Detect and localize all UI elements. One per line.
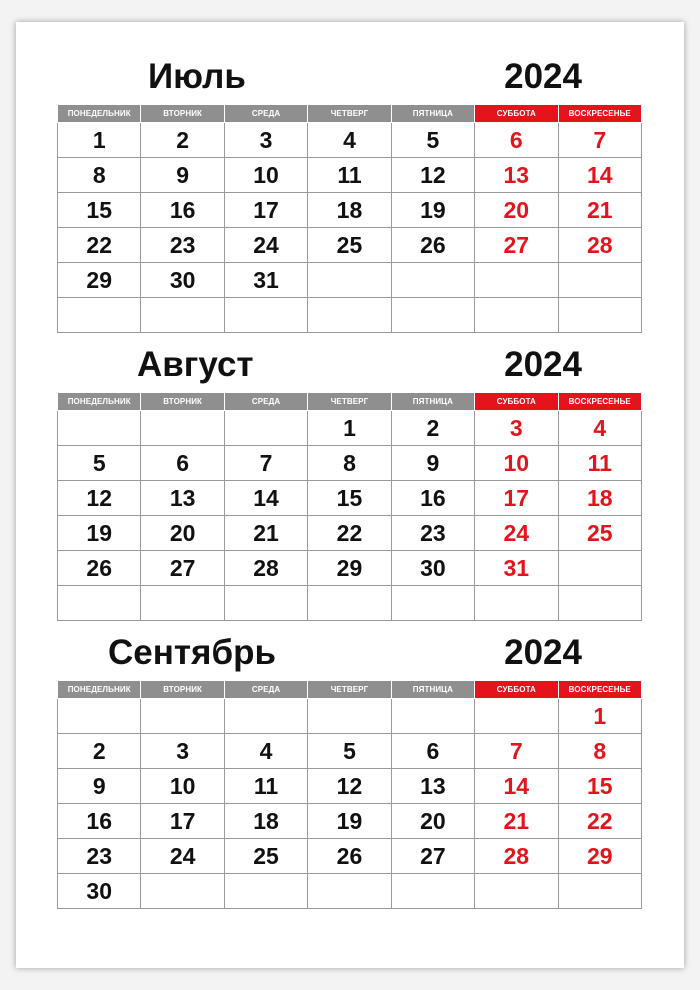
day-cell: 19 — [308, 804, 391, 839]
day-cell — [141, 586, 224, 621]
day-cell: 7 — [224, 446, 307, 481]
day-cell: 9 — [391, 446, 474, 481]
day-cell — [391, 263, 474, 298]
day-cell: 28 — [558, 228, 641, 263]
day-cell — [308, 699, 391, 734]
day-cell — [558, 298, 641, 333]
day-cell: 13 — [141, 481, 224, 516]
day-cell: 26 — [391, 228, 474, 263]
day-cell: 3 — [224, 123, 307, 158]
day-cell: 21 — [224, 516, 307, 551]
day-cell: 20 — [391, 804, 474, 839]
month-september — [57, 628, 642, 909]
weekday-label: ВТОРНИК — [141, 681, 224, 699]
day-cell: 31 — [224, 263, 307, 298]
day-cell: 5 — [308, 734, 391, 769]
day-cell — [391, 874, 474, 909]
day-cell: 24 — [475, 516, 558, 551]
day-cell: 14 — [475, 769, 558, 804]
day-cell: 13 — [391, 769, 474, 804]
day-cell — [58, 586, 141, 621]
day-cell — [141, 411, 224, 446]
month-header — [57, 628, 642, 680]
day-cell: 29 — [558, 839, 641, 874]
day-cell: 22 — [558, 804, 641, 839]
day-cell: 8 — [58, 158, 141, 193]
week-row — [58, 839, 642, 874]
day-cell — [58, 699, 141, 734]
day-cell: 23 — [141, 228, 224, 263]
day-cell: 23 — [391, 516, 474, 551]
day-cell: 5 — [58, 446, 141, 481]
weekday-label: ПОНЕДЕЛЬНИК — [58, 681, 141, 699]
day-cell: 21 — [558, 193, 641, 228]
day-cell: 18 — [308, 193, 391, 228]
week-row — [58, 123, 642, 158]
day-cell: 3 — [141, 734, 224, 769]
day-cell — [58, 298, 141, 333]
day-cell: 4 — [224, 734, 307, 769]
calendar-sheet — [16, 22, 684, 968]
day-cell: 18 — [558, 481, 641, 516]
month-name: Июль — [148, 57, 246, 96]
day-cell: 12 — [58, 481, 141, 516]
month-year: 2024 — [504, 57, 582, 96]
month-name: Сентябрь — [108, 633, 276, 672]
day-cell: 16 — [58, 804, 141, 839]
day-cell — [58, 411, 141, 446]
week-row — [58, 804, 642, 839]
weekday-label: ПОНЕДЕЛЬНИК — [58, 393, 141, 411]
day-cell: 16 — [141, 193, 224, 228]
day-cell: 2 — [391, 411, 474, 446]
day-cell — [224, 411, 307, 446]
weekday-label: ВТОРНИК — [141, 393, 224, 411]
week-row — [58, 193, 642, 228]
weekday-label: ПОНЕДЕЛЬНИК — [58, 105, 141, 123]
day-cell — [475, 263, 558, 298]
day-cell: 24 — [224, 228, 307, 263]
day-cell — [141, 699, 224, 734]
month-july — [57, 52, 642, 333]
day-cell: 29 — [308, 551, 391, 586]
day-cell: 11 — [308, 158, 391, 193]
day-cell: 2 — [141, 123, 224, 158]
day-cell: 12 — [391, 158, 474, 193]
month-year: 2024 — [504, 633, 582, 672]
day-cell — [475, 699, 558, 734]
day-cell: 13 — [475, 158, 558, 193]
month-grid — [57, 104, 642, 333]
day-cell: 5 — [391, 123, 474, 158]
day-cell: 17 — [224, 193, 307, 228]
day-cell: 25 — [308, 228, 391, 263]
day-cell: 3 — [475, 411, 558, 446]
week-row — [58, 874, 642, 909]
day-cell: 12 — [308, 769, 391, 804]
week-row — [58, 769, 642, 804]
day-cell: 7 — [558, 123, 641, 158]
day-cell: 25 — [558, 516, 641, 551]
week-row — [58, 699, 642, 734]
day-cell: 14 — [224, 481, 307, 516]
day-cell: 17 — [475, 481, 558, 516]
day-cell: 16 — [391, 481, 474, 516]
day-cell — [475, 586, 558, 621]
day-cell: 6 — [141, 446, 224, 481]
week-row — [58, 551, 642, 586]
day-cell — [141, 298, 224, 333]
day-cell: 7 — [475, 734, 558, 769]
day-cell: 10 — [141, 769, 224, 804]
day-cell: 19 — [391, 193, 474, 228]
day-cell: 30 — [141, 263, 224, 298]
week-row — [58, 586, 642, 621]
day-cell: 9 — [141, 158, 224, 193]
day-cell — [224, 699, 307, 734]
day-cell — [475, 874, 558, 909]
week-row — [58, 158, 642, 193]
day-cell: 27 — [391, 839, 474, 874]
weekday-header-row — [58, 393, 642, 411]
weekday-label: ВОСКРЕСЕНЬЕ — [558, 681, 641, 699]
day-cell — [558, 263, 641, 298]
month-grid — [57, 680, 642, 909]
weekday-label: СУББОТА — [475, 681, 558, 699]
day-cell: 22 — [308, 516, 391, 551]
week-row — [58, 734, 642, 769]
day-cell — [391, 298, 474, 333]
weekday-label: ПЯТНИЦА — [391, 681, 474, 699]
weekday-label: СРЕДА — [224, 393, 307, 411]
day-cell: 30 — [58, 874, 141, 909]
day-cell — [475, 298, 558, 333]
month-name: Август — [137, 345, 254, 384]
weekday-label: СРЕДА — [224, 681, 307, 699]
day-cell: 15 — [58, 193, 141, 228]
week-row — [58, 411, 642, 446]
day-cell: 20 — [475, 193, 558, 228]
day-cell: 14 — [558, 158, 641, 193]
day-cell: 10 — [224, 158, 307, 193]
day-cell: 28 — [224, 551, 307, 586]
day-cell: 24 — [141, 839, 224, 874]
weekday-label: СУББОТА — [475, 393, 558, 411]
day-cell: 4 — [558, 411, 641, 446]
weekday-label: ПЯТНИЦА — [391, 105, 474, 123]
day-cell — [391, 699, 474, 734]
day-cell: 15 — [558, 769, 641, 804]
day-cell: 22 — [58, 228, 141, 263]
day-cell: 29 — [58, 263, 141, 298]
day-cell — [558, 586, 641, 621]
day-cell: 6 — [475, 123, 558, 158]
day-cell: 17 — [141, 804, 224, 839]
month-grid — [57, 392, 642, 621]
weekday-label: ВТОРНИК — [141, 105, 224, 123]
month-year: 2024 — [504, 345, 582, 384]
week-row — [58, 228, 642, 263]
day-cell: 10 — [475, 446, 558, 481]
day-cell: 30 — [391, 551, 474, 586]
weekday-label: СУББОТА — [475, 105, 558, 123]
day-cell: 27 — [475, 228, 558, 263]
day-cell: 23 — [58, 839, 141, 874]
weekday-label: СРЕДА — [224, 105, 307, 123]
weekday-header-row — [58, 681, 642, 699]
day-cell: 6 — [391, 734, 474, 769]
week-row — [58, 446, 642, 481]
day-cell: 9 — [58, 769, 141, 804]
day-cell: 2 — [58, 734, 141, 769]
day-cell: 31 — [475, 551, 558, 586]
day-cell — [308, 586, 391, 621]
day-cell — [558, 874, 641, 909]
day-cell: 8 — [308, 446, 391, 481]
day-cell: 19 — [58, 516, 141, 551]
day-cell: 26 — [308, 839, 391, 874]
week-row — [58, 516, 642, 551]
weekday-label: ЧЕТВЕРГ — [308, 393, 391, 411]
month-header — [57, 52, 642, 104]
week-row — [58, 263, 642, 298]
day-cell — [224, 298, 307, 333]
day-cell: 21 — [475, 804, 558, 839]
month-header — [57, 340, 642, 392]
day-cell: 8 — [558, 734, 641, 769]
day-cell — [224, 586, 307, 621]
weekday-label: ЧЕТВЕРГ — [308, 105, 391, 123]
week-row — [58, 481, 642, 516]
day-cell — [308, 874, 391, 909]
day-cell — [308, 298, 391, 333]
day-cell — [141, 874, 224, 909]
day-cell — [391, 586, 474, 621]
day-cell: 20 — [141, 516, 224, 551]
weekday-label: ПЯТНИЦА — [391, 393, 474, 411]
day-cell: 4 — [308, 123, 391, 158]
day-cell: 1 — [558, 699, 641, 734]
day-cell: 15 — [308, 481, 391, 516]
week-row — [58, 298, 642, 333]
weekday-label: ВОСКРЕСЕНЬЕ — [558, 105, 641, 123]
month-august — [57, 340, 642, 621]
weekday-label: ВОСКРЕСЕНЬЕ — [558, 393, 641, 411]
day-cell: 1 — [58, 123, 141, 158]
day-cell: 25 — [224, 839, 307, 874]
day-cell: 11 — [558, 446, 641, 481]
weekday-header-row — [58, 105, 642, 123]
weekday-label: ЧЕТВЕРГ — [308, 681, 391, 699]
day-cell — [308, 263, 391, 298]
day-cell: 18 — [224, 804, 307, 839]
day-cell: 11 — [224, 769, 307, 804]
day-cell: 28 — [475, 839, 558, 874]
day-cell: 1 — [308, 411, 391, 446]
day-cell — [224, 874, 307, 909]
day-cell: 26 — [58, 551, 141, 586]
day-cell — [558, 551, 641, 586]
day-cell: 27 — [141, 551, 224, 586]
